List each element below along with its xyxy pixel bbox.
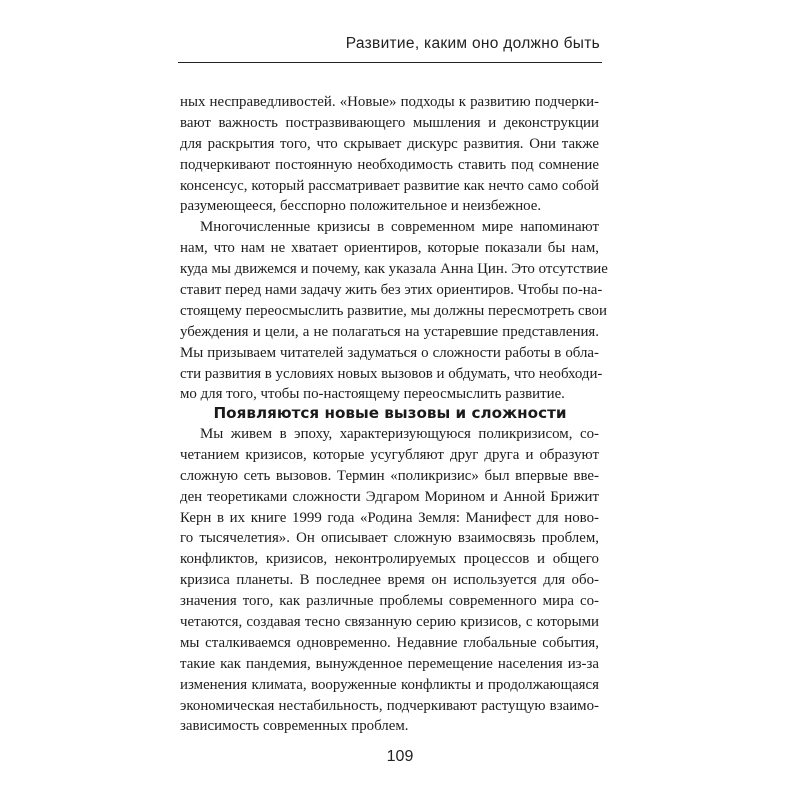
text-line: ставит перед нами задачу жить без этих ориентиров. Чтобы по-на- [180, 282, 603, 299]
text-line: куда мы движемся и почему, как указала Анна Цин. Это отсутствие [180, 261, 608, 278]
body-text-block [180, 92, 608, 405]
text-line: мо для того, чтобы по-настоящему переосмыслить развитие. [180, 386, 565, 403]
text-line: стоящему переосмыслить развитие, мы должны пересмотреть свои [180, 302, 607, 319]
text-line: разумеющееся, бесспорно положительное и неизбежное. [180, 198, 542, 215]
text-line: вают важность постразвивающего мышления и деконструкции [180, 114, 599, 131]
text-line: нам, что нам не хватает ориентиров, которые показали бы нам, [180, 240, 599, 257]
header-rule [178, 62, 602, 63]
page-number: 109 [386, 748, 414, 765]
text-line: экономическая нестабильность, подчеркивают растущую взаимо- [180, 697, 599, 714]
text-line: сложную сеть вызовов. Термин «поликризис» был впервые вве- [180, 467, 599, 484]
text-line: Многочисленные кризисы в современном мире напоминают [200, 219, 599, 236]
text-line: ных несправедливостей. «Новые» подходы к развитию подчерки- [180, 94, 599, 110]
text-line: конфликтов, кризисов, неконтролируемых процессов и общего [180, 551, 599, 568]
text-line: Керн в их книге 1999 года «Родина Земля: Манифест для ново- [180, 509, 599, 526]
running-head: Развитие, каким оно должно быть [345, 35, 600, 52]
text-line: четанием кризисов, которые усугубляют друг друга и образуют [180, 446, 599, 463]
text-line: зависимость современных проблем. [180, 718, 409, 735]
text-line: подчеркивают постоянную необходимость ставить под сомнение [180, 156, 599, 173]
text-line: кризиса планеты. В последнее время он используется для обо- [180, 572, 599, 589]
text-line: значения того, как различные проблемы современного мира со- [180, 593, 599, 610]
text-line: для раскрытия того, что скрывает дискурс развития. Они также [180, 135, 599, 152]
text-line: изменения климата, вооруженные конфликты и продолжающаяся [180, 676, 599, 693]
text-line: Мы призываем читателей задуматься о сложности работы в обла- [180, 344, 599, 361]
text-line: Мы живем в эпоху, характеризующуюся поликризисом, со- [200, 426, 599, 442]
text-line: консенсус, который рассматривает развитие как нечто само собой [180, 177, 599, 194]
text-line: четаются, создавая тесно связанную серию кризисов, с которыми [180, 614, 599, 631]
section-body [180, 424, 599, 737]
section-heading: Появляются новые вызовы и сложности [213, 404, 567, 422]
text-line: убеждения и цели, а не полагаться на устаревшие представления. [180, 323, 599, 340]
text-line: го тысячелетия». Он описывает сложную взаимосвязь проблем, [180, 530, 599, 547]
text-line: мы сталкиваемся одновременно. Недавние глобальные события, [180, 634, 599, 651]
text-line: сти развития в условиях новых вызовов и обдумать, что необходи- [180, 365, 603, 382]
text-line: ден теоретиками сложности Эдгаром Морином и Анной Брижит [180, 488, 599, 505]
text-line: такие как пандемия, вынужденное перемещение населения из-за [180, 655, 599, 672]
